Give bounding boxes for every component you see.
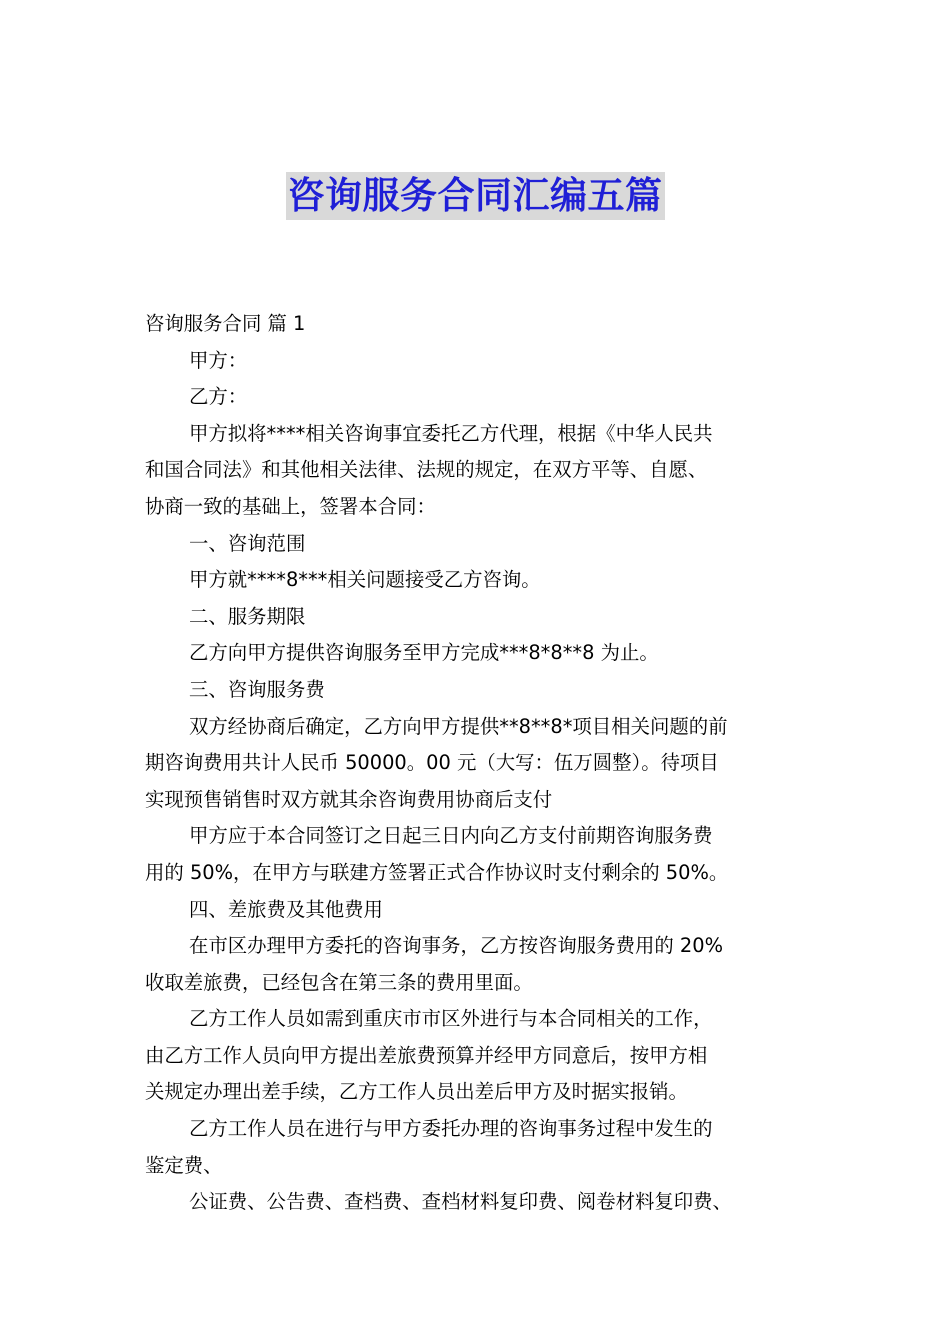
body-line: 乙方工作人员如需到重庆市市区外进行与本合同相关的工作， xyxy=(189,1007,713,1031)
party-b-line: 乙方： xyxy=(189,385,248,409)
clause-heading: 四、差旅费及其他费用 xyxy=(189,897,383,921)
party-a-line: 甲方： xyxy=(189,348,248,372)
body-line: 乙方向甲方提供咨询服务至甲方完成***8*8**8 为止。 xyxy=(189,641,659,665)
body-line: 双方经协商后确定，乙方向甲方提供**8**8*项目相关问题的前 xyxy=(189,714,728,738)
body-line: 甲方拟将****相关咨询事宜委托乙方代理，根据《中华人民共 xyxy=(189,421,713,445)
clause-heading: 三、咨询服务费 xyxy=(189,677,325,701)
body-line: 协商一致的基础上，签署本合同： xyxy=(145,494,436,518)
body-line: 期咨询费用共计人民币 50000。00 元（大写：伍万圆整）。待项目 xyxy=(145,751,719,775)
document-body xyxy=(145,306,810,1221)
body-line: 和国合同法》和其他相关法律、法规的规定，在双方平等、自愿、 xyxy=(145,458,708,482)
body-line: 由乙方工作人员向甲方提出差旅费预算并经甲方同意后，按甲方相 xyxy=(145,1043,708,1067)
body-line: 用的 50%，在甲方与联建方签署正式合作协议时支付剩余的 50%。 xyxy=(145,860,729,884)
body-line: 在市区办理甲方委托的咨询事务，乙方按咨询服务费用的 20% xyxy=(189,934,724,958)
body-line: 关规定办理出差手续，乙方工作人员出差后甲方及时据实报销。 xyxy=(145,1080,688,1104)
body-line: 实现预售销售时双方就其余咨询费用协商后支付 xyxy=(145,787,553,811)
body-line: 收取差旅费，已经包含在第三条的费用里面。 xyxy=(145,970,533,994)
body-line: 鉴定费、 xyxy=(145,1153,223,1177)
section-heading: 咨询服务合同 篇 1 xyxy=(145,312,306,335)
clause-heading: 二、服务期限 xyxy=(189,604,306,628)
body-line: 乙方工作人员在进行与甲方委托办理的咨询事务过程中发生的 xyxy=(189,1117,713,1141)
document-title: 咨询服务合同汇编五篇 xyxy=(286,172,665,220)
clause-heading: 一、咨询范围 xyxy=(189,531,306,555)
body-line: 甲方应于本合同签订之日起三日内向乙方支付前期咨询服务费 xyxy=(189,824,713,848)
body-line: 公证费、公告费、查档费、查档材料复印费、阅卷材料复印费、 xyxy=(189,1190,732,1214)
title-container xyxy=(0,172,950,220)
body-line: 甲方就****8***相关问题接受乙方咨询。 xyxy=(189,568,541,592)
